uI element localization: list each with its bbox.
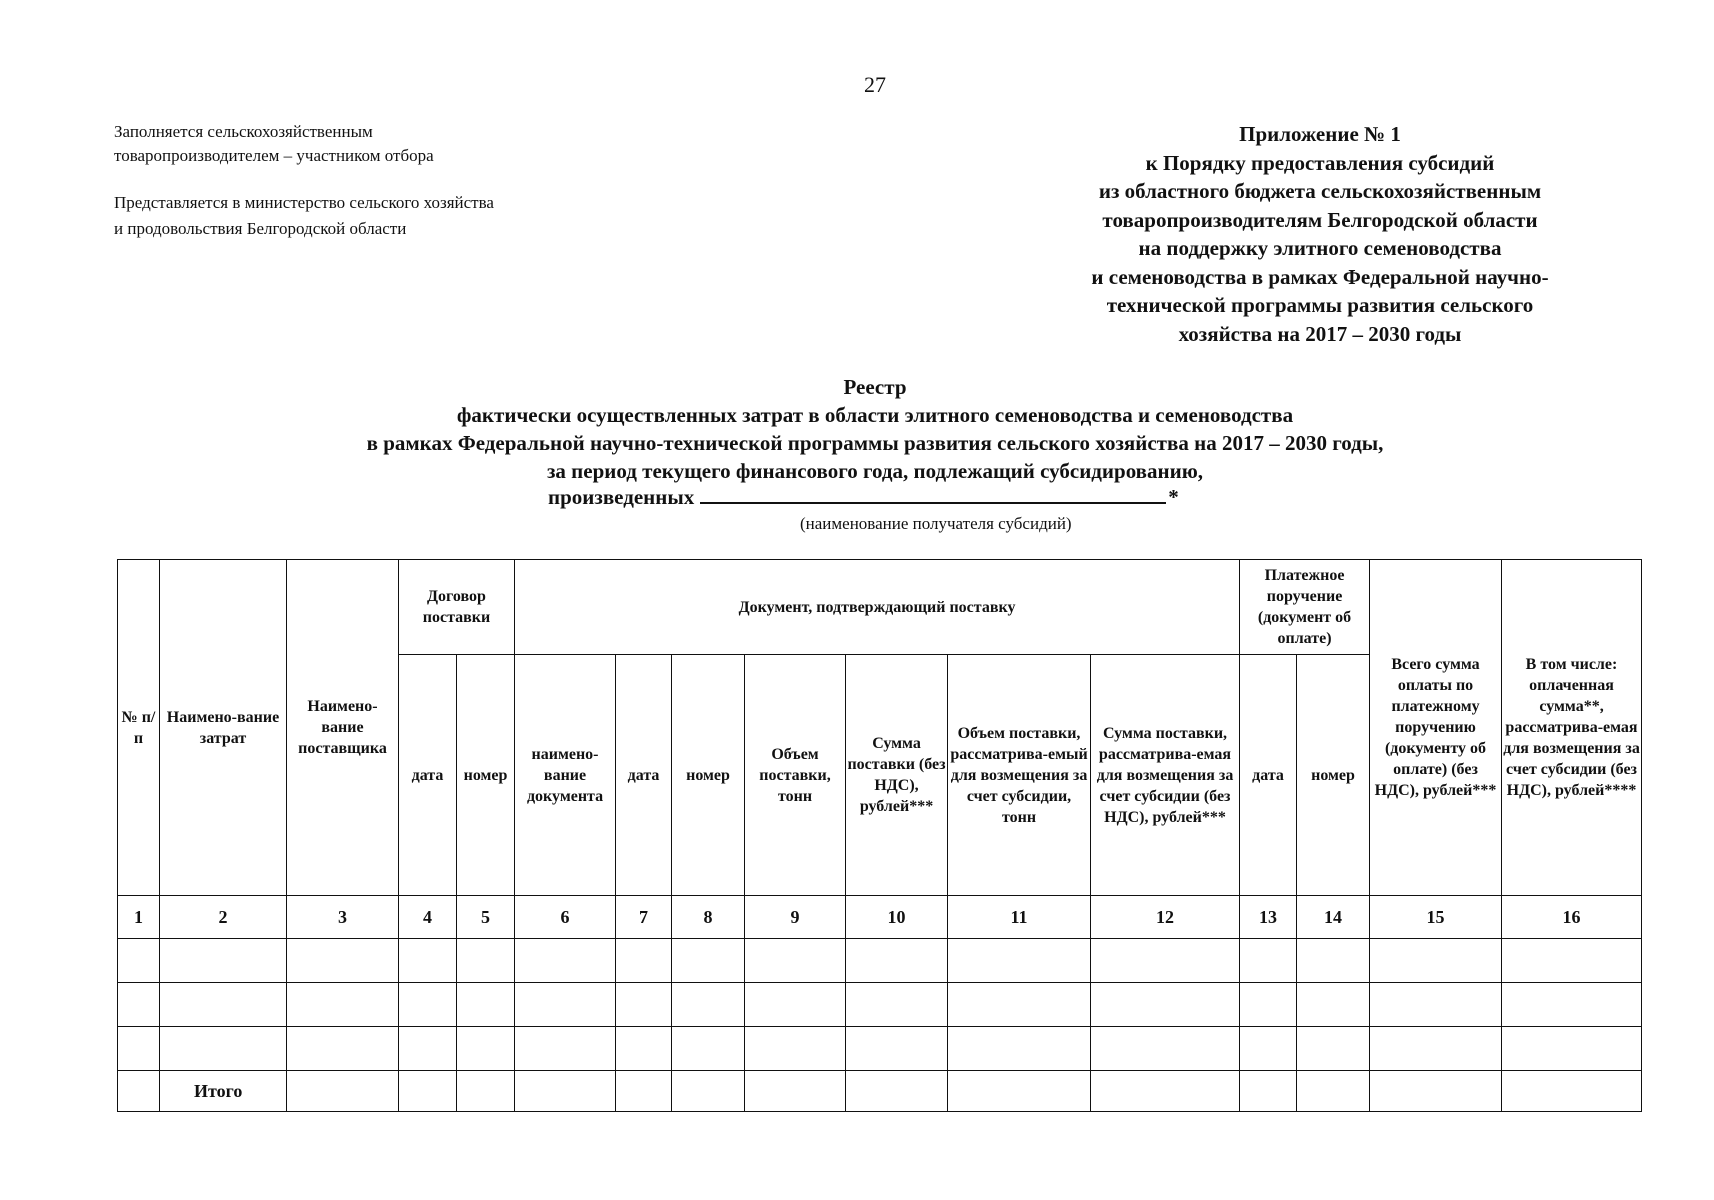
appendix-line-8: хозяйства на 2017 – 2030 годы (1178, 321, 1462, 346)
header-payment-number: номер (1297, 655, 1370, 896)
table-cell[interactable] (1502, 939, 1642, 983)
total-label: Итого (160, 1071, 287, 1112)
table-cell[interactable] (745, 983, 846, 1027)
registry-title-line-4: за период текущего финансового года, подлежащий субсидированию, (546, 459, 1204, 483)
appendix-line-5: на поддержку элитного семеноводства (1138, 236, 1502, 260)
appendix-line-7: технической программы развития сельского (1106, 293, 1534, 317)
column-number: 2 (160, 896, 287, 939)
submitted-to-line-2: и продовольствия Белгородской области (114, 219, 407, 238)
column-number: 4 (399, 896, 457, 939)
table-cell[interactable] (1370, 983, 1502, 1027)
header-doc-date: дата (616, 655, 672, 896)
column-number: 3 (287, 896, 399, 939)
table-cell[interactable] (287, 939, 399, 983)
table-cell[interactable] (948, 939, 1091, 983)
registry-title-line-3: в рамках Федеральной научно-технической программы развития сельского хозяйства на 2017 – 2030 годы, (366, 431, 1384, 455)
table-cell[interactable] (515, 939, 616, 983)
table-cell[interactable] (118, 939, 160, 983)
appendix-line-1: Приложение № 1 (1239, 122, 1401, 146)
made-by-star: * (1168, 485, 1179, 509)
header-cost-name: Наимено-вание затрат (160, 560, 287, 896)
table-cell[interactable] (118, 983, 160, 1027)
table-cell[interactable] (616, 1071, 672, 1112)
filled-by-line-2: товаропроизводителем – участником отбора (114, 146, 434, 165)
table-cell[interactable] (745, 1071, 846, 1112)
header-volume-subsidy: Объем поставки, рассматрива-емый для возмещения за счет субсидии, тонн (948, 655, 1091, 896)
table-cell[interactable] (399, 939, 457, 983)
header-row-1 (118, 560, 1642, 655)
table-cell[interactable] (1297, 1071, 1370, 1112)
table-cell[interactable] (672, 983, 745, 1027)
table-cell[interactable] (457, 1071, 515, 1112)
table-cell[interactable] (287, 1027, 399, 1071)
column-number: 14 (1297, 896, 1370, 939)
table-row (118, 939, 1642, 983)
table-cell[interactable] (1297, 983, 1370, 1027)
column-number: 8 (672, 896, 745, 939)
table-cell[interactable] (1091, 939, 1240, 983)
submitted-to-line-1: Представляется в министерство сельского хозяйства (114, 193, 494, 212)
appendix-line-2: к Порядку предоставления субсидий (1145, 150, 1495, 175)
header-payment-date: дата (1240, 655, 1297, 896)
total-row (118, 1071, 1642, 1112)
column-number-row (118, 896, 1642, 939)
table-cell[interactable] (1370, 1027, 1502, 1071)
table-cell[interactable] (1091, 983, 1240, 1027)
table-cell[interactable] (672, 1027, 745, 1071)
table-cell[interactable] (1240, 1027, 1297, 1071)
column-number: 13 (1240, 896, 1297, 939)
table-cell[interactable] (1502, 1071, 1642, 1112)
header-contract-number: номер (457, 655, 515, 896)
header-volume: Объем поставки, тонн (745, 655, 846, 896)
header-delivery-doc: Документ, подтверждающий поставку (515, 560, 1240, 655)
table-cell[interactable] (160, 983, 287, 1027)
table-row (118, 1027, 1642, 1071)
header-contract: Договор поставки (399, 560, 515, 655)
header-subsidy-paid: В том числе: оплаченная сумма**, рассматрива-емая для возмещения за счет субсидии (без НДС), рублей**** (1502, 560, 1642, 896)
table-cell[interactable] (287, 983, 399, 1027)
table-cell[interactable] (1502, 1027, 1642, 1071)
appendix-line-6: и семеноводства в рамках Федеральной научно- (1091, 264, 1549, 289)
table-cell[interactable] (515, 1071, 616, 1112)
table-cell[interactable] (1297, 939, 1370, 983)
table-cell[interactable] (160, 939, 287, 983)
column-number: 7 (616, 896, 672, 939)
registry-title-line-1: Реестр (843, 375, 907, 399)
header-doc-number: номер (672, 655, 745, 896)
header-sum-subsidy: Сумма поставки, рассматрива-емая для возмещения за счет субсидии (без НДС), рублей*** (1091, 655, 1240, 896)
header-total-paid: Всего сумма оплаты по платежному поручению (документу об оплате) (без НДС), рублей*** (1370, 560, 1502, 896)
registry-table (117, 559, 1642, 1112)
header-num: № п/п (118, 560, 160, 896)
table-cell[interactable] (745, 939, 846, 983)
table-cell[interactable] (1370, 939, 1502, 983)
header-payment-order: Платежное поручение (документ об оплате) (1240, 560, 1370, 655)
header-sum-no-vat: Сумма поставки (без НДС), рублей*** (846, 655, 948, 896)
table-cell[interactable] (616, 983, 672, 1027)
table-cell[interactable] (846, 1027, 948, 1071)
appendix-line-3: из областного бюджета сельскохозяйственным (1098, 179, 1542, 203)
table-cell[interactable] (672, 1071, 745, 1112)
table-cell[interactable] (160, 1027, 287, 1071)
column-number: 10 (846, 896, 948, 939)
registry-title (0, 373, 1714, 485)
column-number: 6 (515, 896, 616, 939)
appendix-heading (1040, 120, 1600, 348)
table-cell[interactable] (287, 1071, 399, 1112)
filled-by-line-1: Заполняется сельскохозяйственным (114, 122, 373, 141)
filled-by-note (114, 120, 434, 168)
header-doc-name: наимено-вание документа (515, 655, 616, 896)
table-cell[interactable] (457, 983, 515, 1027)
column-number: 5 (457, 896, 515, 939)
appendix-line-4: товаропроизводителям Белгородской области (1102, 207, 1538, 232)
recipient-blank-field[interactable] (700, 484, 1166, 504)
page-number: 27 (864, 72, 886, 97)
table-cell[interactable] (1370, 1071, 1502, 1112)
table-cell[interactable] (1240, 1071, 1297, 1112)
recipient-caption: (наименование получателя субсидий) (800, 514, 1072, 533)
table-cell[interactable] (457, 1027, 515, 1071)
header-contract-date: дата (399, 655, 457, 896)
table-cell[interactable] (745, 1027, 846, 1071)
column-number: 11 (948, 896, 1091, 939)
table-cell[interactable] (399, 983, 457, 1027)
table-cell[interactable] (846, 1071, 948, 1112)
table-cell[interactable] (515, 1027, 616, 1071)
submitted-to-note (114, 190, 494, 242)
table-cell[interactable] (118, 1071, 160, 1112)
column-number: 12 (1091, 896, 1240, 939)
column-number: 1 (118, 896, 160, 939)
made-by-line (548, 484, 1179, 510)
table-cell[interactable] (616, 1027, 672, 1071)
header-supplier-name: Наимено-вание поставщика (287, 560, 399, 896)
made-by-label: произведенных (548, 485, 695, 509)
table-cell[interactable] (948, 1027, 1091, 1071)
table-cell[interactable] (1240, 939, 1297, 983)
registry-title-line-2: фактически осуществленных затрат в области элитного семеноводства и семеноводства (456, 403, 1294, 427)
table-cell[interactable] (1091, 1027, 1240, 1071)
table-cell[interactable] (1091, 1071, 1240, 1112)
table-cell[interactable] (118, 1027, 160, 1071)
table-cell[interactable] (399, 1027, 457, 1071)
table-cell[interactable] (846, 939, 948, 983)
table-cell[interactable] (672, 939, 745, 983)
table-cell[interactable] (457, 939, 515, 983)
table-row (118, 983, 1642, 1027)
table-cell[interactable] (399, 1071, 457, 1112)
table-cell[interactable] (616, 939, 672, 983)
column-number: 9 (745, 896, 846, 939)
table-cell[interactable] (846, 983, 948, 1027)
table-cell[interactable] (948, 983, 1091, 1027)
table-cell[interactable] (948, 1071, 1091, 1112)
table-cell[interactable] (515, 983, 616, 1027)
column-number: 15 (1370, 896, 1502, 939)
table-cell[interactable] (1297, 1027, 1370, 1071)
table-cell[interactable] (1240, 983, 1297, 1027)
column-number: 16 (1502, 896, 1642, 939)
table-cell[interactable] (1502, 983, 1642, 1027)
